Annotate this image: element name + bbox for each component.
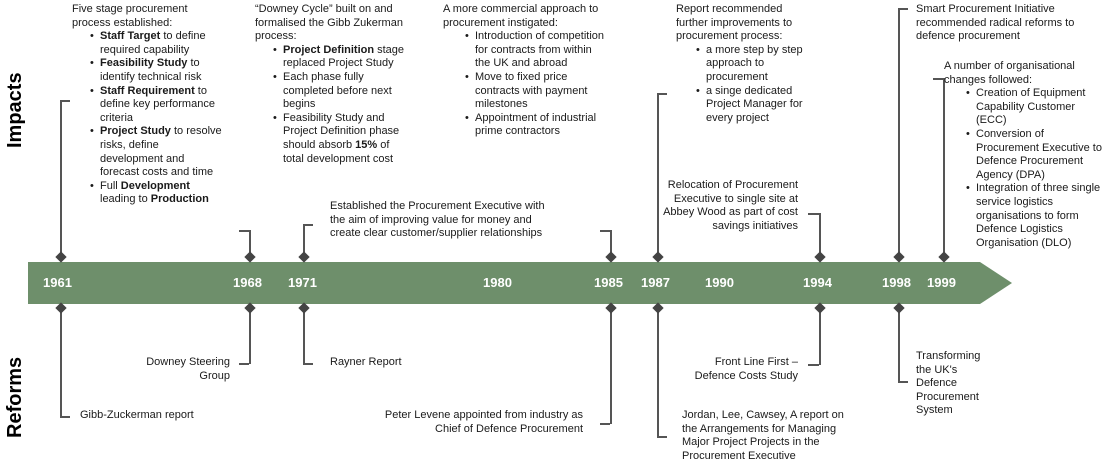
connector-1971-bottom-tick — [303, 363, 313, 365]
connector-1994-bottom-tick — [808, 364, 819, 366]
connector-1998-bottom-tick — [898, 381, 908, 383]
connector-1994-bottom — [819, 308, 821, 365]
impact-1961-item: • Full Development leading to Production — [90, 180, 222, 207]
impact-1961-item: • Staff Target to define required capability — [90, 30, 222, 57]
year-1987: 1987 — [641, 275, 670, 290]
impact-1968: “Downey Cycle” built on and formalised the Gibb Zukerman process: • Project Definition stage replaced Project Study • Each phase fully completed before next begins • Feasibility Study and Project Definition phase should absorb 15% of total development cost — [255, 3, 410, 166]
connector-1968-top-tick — [239, 230, 249, 232]
impact-1999-item: • Creation of Equipment Capability Customer (ECC) — [966, 87, 1102, 128]
reforms-label: Reforms — [4, 356, 26, 438]
connector-1961-top-tick — [60, 100, 70, 102]
year-1985: 1985 — [594, 275, 623, 290]
impact-1961-item: • Staff Requirement to define key performance criteria — [90, 85, 222, 126]
connector-1961-bottom — [60, 308, 62, 416]
connector-1987-top — [657, 93, 659, 258]
year-1999: 1999 — [927, 275, 956, 290]
reform-1961: Gibb-Zuckerman report — [80, 409, 194, 421]
impact-1961-item: • Feasibility Study to identify technical risk — [90, 57, 222, 84]
year-1990: 1990 — [705, 275, 734, 290]
reform-1968: Downey Steering Group — [146, 356, 230, 382]
impact-1998: Smart Procurement Initiative recommended radical reforms to defence procurement — [916, 3, 1075, 43]
impact-1961: Five stage procurement process established: • Staff Target to define required capability • Feasibility Study to identify technical risk • Staff Requirement to define key performance criteria • Project Study to resolve risks, define development and forecast costs and time • Full Development leading to Production — [72, 3, 222, 207]
impact-1968-item: • Each phase fully completed before next begins — [273, 71, 410, 112]
connector-1987-top-tick — [657, 93, 667, 95]
connector-1998-bottom — [898, 308, 900, 382]
impact-1999-item: • Integration of three single service logistics organisations to form Defence Logistics Organisation (DLO) — [966, 182, 1102, 250]
connector-1968-bottom — [249, 308, 251, 364]
connector-1999-top-tick — [933, 78, 943, 80]
connector-1971-bottom — [303, 308, 305, 364]
year-1961: 1961 — [43, 275, 72, 290]
reform-1987: Jordan, Lee, Cawsey, A report on the Arrangements for Managing Major Project Projects in the Procurement Executive — [682, 409, 844, 462]
connector-1994-top-tick — [808, 213, 819, 215]
year-1994: 1994 — [803, 275, 832, 290]
connector-1961-top — [60, 100, 62, 258]
impact-1994: Relocation of Procurement Executive to single site at Abbey Wood as part of cost savings initiatives — [663, 179, 798, 232]
connector-1985-top-tick — [600, 230, 610, 232]
impact-1987: Report recommended further improvements to procurement process: • a more step by step approach to procurement • a singe dedicated Project Manager for every project — [676, 3, 816, 125]
impact-1968-item: • Feasibility Study and Project Definition phase should absorb 15% of total development cost — [273, 112, 410, 166]
connector-1971-top-tick — [303, 224, 313, 226]
connector-1985-bottom-tick — [600, 423, 610, 425]
connector-1985-bottom — [610, 308, 612, 424]
year-1968: 1968 — [233, 275, 262, 290]
connector-1998-top — [898, 8, 900, 258]
connector-1961-bottom-tick — [60, 416, 70, 418]
impact-1980-item: • Move to fixed price contracts with payment milestones — [465, 71, 608, 112]
impact-1987-item: • a more step by step approach to procurement — [696, 44, 816, 85]
reform-1971: Rayner Report — [330, 356, 402, 368]
connector-1987-bottom — [657, 308, 659, 436]
impact-1987-item: • a singe dedicated Project Manager for every project — [696, 85, 816, 126]
reform-1985: Peter Levene appointed from industry as Chief of Defence Procurement — [384, 409, 583, 435]
year-1980: 1980 — [483, 275, 512, 290]
year-1971: 1971 — [288, 275, 317, 290]
impact-1980: A more commercial approach to procurement instigated: • Introduction of competition for contracts from within the UK and abroad • Move to fixed price contracts with payment milestones • Appointment of industrial prime contractors — [443, 3, 608, 139]
impact-1999-item: • Conversion of Procurement Executive to Defence Procurement Agency (DPA) — [966, 128, 1102, 182]
year-1998: 1998 — [882, 275, 911, 290]
impact-1999: A number of organisational changes followed: • Creation of Equipment Capability Customer (ECC) • Conversion of Procurement Executive to Defence Procurement Agency (DPA) • Integration of three single service logistics organisations to form Defence Logistics Organisation (DLO) — [944, 60, 1102, 250]
impact-1971: Established the Procurement Executive with the aim of improving value for money and create clear customer/supplier relationships — [330, 200, 545, 240]
connector-1987-bottom-tick — [657, 436, 667, 438]
reform-1998: Transforming the UK's Defence Procurement System — [916, 350, 981, 417]
impacts-label: Impacts — [4, 72, 26, 148]
impact-1980-item: • Appointment of industrial prime contractors — [465, 112, 608, 139]
connector-1998-top-tick — [898, 8, 908, 10]
reform-1994: Front Line First – Defence Costs Study — [694, 356, 798, 382]
connector-1968-bottom-tick — [239, 363, 249, 365]
impact-1968-item: • Project Definition stage replaced Project Study — [273, 44, 410, 71]
impact-1980-item: • Introduction of competition for contracts from within the UK and abroad — [465, 30, 608, 71]
impact-1961-item: • Project Study to resolve risks, define development and forecast costs and time — [90, 125, 222, 179]
